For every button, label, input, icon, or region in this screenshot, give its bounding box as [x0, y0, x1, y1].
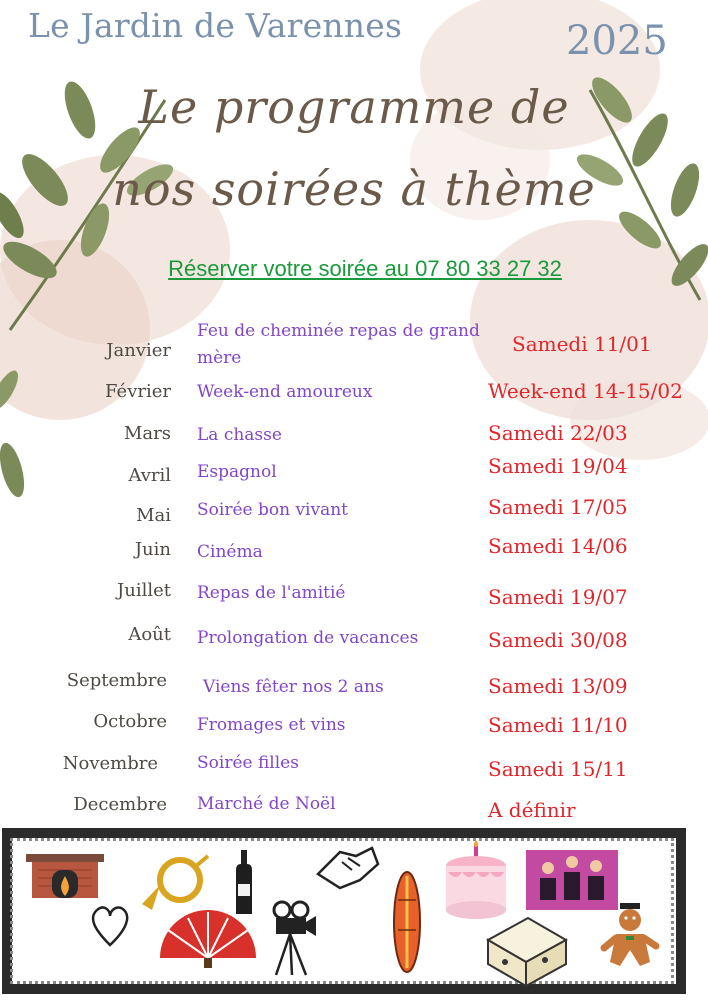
page-title-line-2: nos soirées à thème — [112, 162, 596, 216]
date-label: Samedi 11/10 — [488, 713, 628, 737]
month-label: Avril — [128, 465, 171, 486]
date-label: Samedi 22/03 — [488, 421, 628, 445]
month-label: Janvier — [106, 340, 171, 361]
theme-label: Soirée bon vivant — [197, 500, 348, 520]
month-label: Octobre — [93, 711, 167, 732]
month-label: Juin — [134, 539, 171, 560]
venue-name: Le Jardin de Varennes — [28, 6, 403, 45]
girls-night-photo — [526, 850, 618, 910]
theme-label: Repas de l'amitié — [197, 583, 346, 603]
month-label: Juillet — [117, 580, 171, 601]
gingerbread-man-icon — [604, 903, 656, 966]
theme-label: Prolongation de vacances — [197, 628, 419, 648]
month-label: Decembre — [73, 794, 167, 815]
theme-label: Cinéma — [197, 542, 263, 562]
date-label: Samedi 19/04 — [488, 454, 628, 478]
theme-label: Viens fêter nos 2 ans — [203, 677, 384, 697]
month-label: Mars — [123, 423, 171, 444]
spanish-fan-icon — [160, 910, 256, 968]
handshake-icon — [318, 848, 378, 888]
month-label: Février — [105, 381, 171, 402]
wine-bottle-icon — [236, 850, 252, 914]
heart-icon — [93, 908, 127, 945]
month-label: Novembre — [62, 753, 158, 774]
date-label: Week-end 14-15/02 — [488, 379, 683, 403]
theme-label: La chasse — [197, 425, 282, 445]
movie-camera-icon — [274, 902, 316, 975]
date-label: Samedi 11/01 — [512, 332, 652, 356]
theme-label: Week-end amoureux — [197, 382, 373, 402]
month-label: Août — [128, 624, 171, 645]
page-title-line-1: Le programme de — [138, 80, 570, 134]
date-label: Samedi 15/11 — [488, 757, 628, 781]
date-label: Samedi 14/06 — [488, 534, 628, 558]
theme-label: Fromages et vins — [197, 715, 346, 735]
birthday-cake-icon — [446, 840, 506, 919]
theme-label: Espagnol — [197, 462, 277, 482]
date-label: Samedi 19/07 — [488, 585, 628, 609]
fireplace-icon — [26, 854, 104, 898]
date-label: Samedi 30/08 — [488, 628, 628, 652]
month-label: Septembre — [66, 670, 167, 691]
cheese-icon — [488, 918, 566, 986]
hunting-horn-icon — [142, 856, 208, 910]
date-label: A définir — [488, 798, 576, 822]
theme-label: Feu de cheminée repas de grand mère — [197, 321, 480, 368]
theme-label: Soirée filles — [197, 753, 299, 773]
date-label: Samedi 17/05 — [488, 495, 628, 519]
date-label: Samedi 13/09 — [488, 674, 628, 698]
surfboard-icon — [394, 872, 420, 972]
theme-label: Marché de Noël — [197, 794, 336, 814]
booking-phone-link[interactable]: Réserver votre soirée au 07 80 33 27 32 — [168, 256, 562, 281]
month-label: Mai — [136, 505, 171, 526]
year-label: 2025 — [566, 18, 668, 64]
